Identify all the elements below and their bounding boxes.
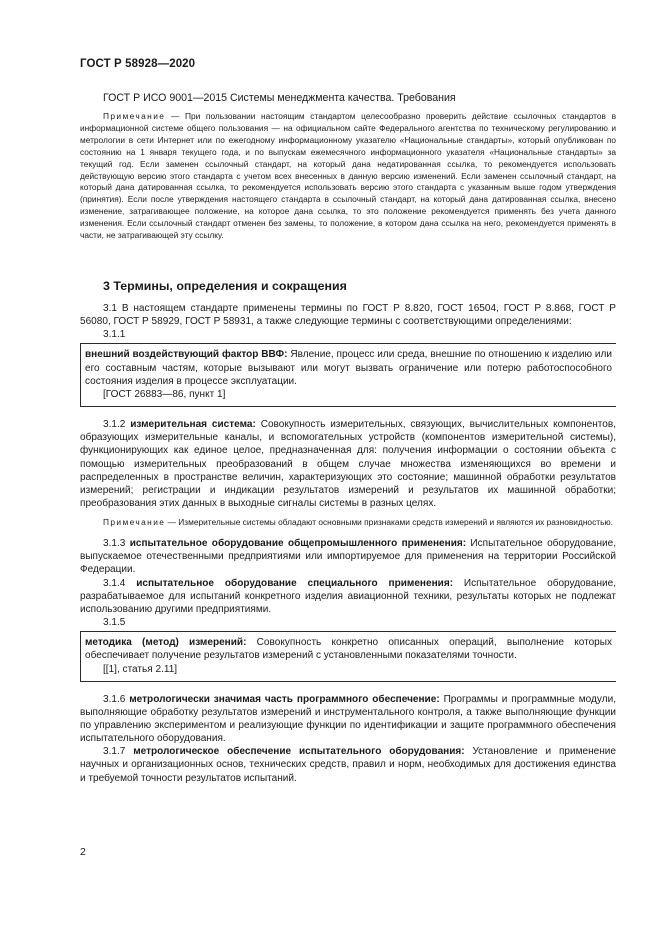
- term-3-1-2: измерительная система:: [130, 419, 256, 431]
- definition-3-1-4: 3.1.4 испытательное оборудование специального применения: Испытательное оборудование, разрабатываемое для испытаний конкретного изделия авиационной техники, результаты которых не подлежат использованию другими предприятиями.: [80, 577, 616, 615]
- definition-3-1-7: 3.1.7 метрологическое обеспечение испытательного оборудования: Установление и применение научных и организационных основ, технических средств, правил и норм, необходимых для достижения единства и требуемой точности результатов испытаний.: [80, 746, 617, 784]
- term-3-1-4: испытательное оборудование специального применения:: [136, 577, 454, 589]
- note-3-1-2: Примечание — Измерительные системы обладают основными признаками средств измерений и являются их разновидностью.: [103, 517, 613, 528]
- definition-3-1-3: 3.1.3 испытательное оборудование общепромышленного применения: Испытательное оборудование, выпускаемое отечественными предприятиями или импортируемое для применения на территории Российской Федерации.: [80, 538, 616, 576]
- document-code: ГОСТ Р 58928—2020: [80, 58, 196, 70]
- section-body: [80, 302, 616, 785]
- definition-source-3-1-1: [ГОСТ 26883—86, пункт 1]: [103, 388, 226, 400]
- term-3-1-7: метрологическое обеспечение испытательного оборудования:: [133, 746, 465, 758]
- page-number: 2: [80, 846, 86, 858]
- reference-note: [80, 111, 616, 242]
- note-label: Примечание: [103, 517, 166, 528]
- definition-3-1-6: 3.1.6 метрологически значимая часть программного обеспечение: Программы и программные модули, выполняющие обработку результатов измерений и инструментального контроля, а также выполняющие функции по управлению экспериментом и реализующие функции по идентификации и защите программного обеспечения испытательного оборудования.: [80, 693, 616, 745]
- term-3-1-1: внешний воздействующий фактор ВВФ:: [85, 349, 288, 361]
- paragraph-3-1: 3.1 В настоящем стандарте применены термины по ГОСТ Р 8.820, ГОСТ 16504, ГОСТ Р 8.868, ГОСТ Р 56080, ГОСТ Р 58929, ГОСТ Р 58931, а также следующие термины с соответствующими определениями:: [80, 303, 616, 328]
- term-3-1-3: испытательное оборудование общепромышленного применения:: [129, 538, 467, 550]
- definition-box-3-1-1: [80, 343, 616, 407]
- definition-3-1-2: 3.1.2 измерительная система: Совокупность измерительных, связующих, вычислительных компонентов, образующих измерительные каналы, и вспомогательных устройств (компонентов измерительной системы), функционирующих как единое целое, предназначенная для: получения информации о состоянии объекта с помощью измерительных преобразований в общем случае множества изменяющихся во времени и распределенных в пространстве величин, характеризующих это состояние; машинной обработки результатов измерений; регистрации и индикации результатов измерений и результатов их машинной обработки; преобразования этих данных в выходные сигналы системы в разных целях.: [80, 419, 616, 510]
- term-number-3-1-1: 3.1.1: [103, 329, 126, 341]
- definition-3-1-5: методика (метод) измерений: Совокупность конкретно описанных операций, выполнение которых обеспечивает получение результатов измерений с установленными показателями точности.: [85, 637, 612, 662]
- note-label: Примечание: [103, 111, 166, 121]
- definition-box-3-1-5: [80, 631, 616, 681]
- definition-source-3-1-5: [[1], статья 2.11]: [103, 663, 178, 675]
- normative-reference: ГОСТ Р ИСО 9001—2015 Системы менеджмента качества. Требования: [103, 92, 456, 104]
- section-heading: 3 Термины, определения и сокращения: [103, 279, 347, 293]
- note-text: — При пользовании настоящим стандартом целесообразно проверить действие ссылочных стандартов в информационной системе общего пользования — на официальном сайте Федерального агентства по техническому регулированию и метрологии в сети Интернет или по ежегодному информационному указателю «Национальные стандарты», который опубликован по состоянию на 1 января текущего года, и по выпускам ежемесячного информационного указателя «Национальные стандарты» за текущий год. Если заменен ссылочный стандарт, на который дана недатированная ссылка, то рекомендуется использовать действующую версию этого стандарта с учетом всех внесенных в данную версию изменений. Если заменен ссылочный стандарт, на который дана датированная ссылка, то рекомендуется использовать версию этого стандарта с указанным выше годом утверждения (принятия). Если после утверждения настоящего стандарта в ссылочный стандарт, на который дана датированная ссылка, внесено изменение, затрагивающее положение, на которое дана ссылка, то это положение рекомендуется применять без учета данного изменения. Если ссылочный стандарт отменен без замены, то положение, в котором дана ссылка на него, рекомендуется применять в части, не затрагивающей эту ссылку.: [80, 111, 616, 241]
- term-3-1-6: метрологически значимая часть программного обеспечение:: [129, 693, 440, 705]
- term-3-1-5: методика (метод) измерений:: [85, 637, 247, 649]
- definition-3-1-1: внешний воздействующий фактор ВВФ: Явление, процесс или среда, внешние по отношению к изделию или его составным частям, которые вызывают или могут вызвать ограничение или потерю работоспособного состояния изделия в процессе эксплуатации.: [85, 349, 612, 387]
- term-number-3-1-5: 3.1.5: [103, 617, 126, 629]
